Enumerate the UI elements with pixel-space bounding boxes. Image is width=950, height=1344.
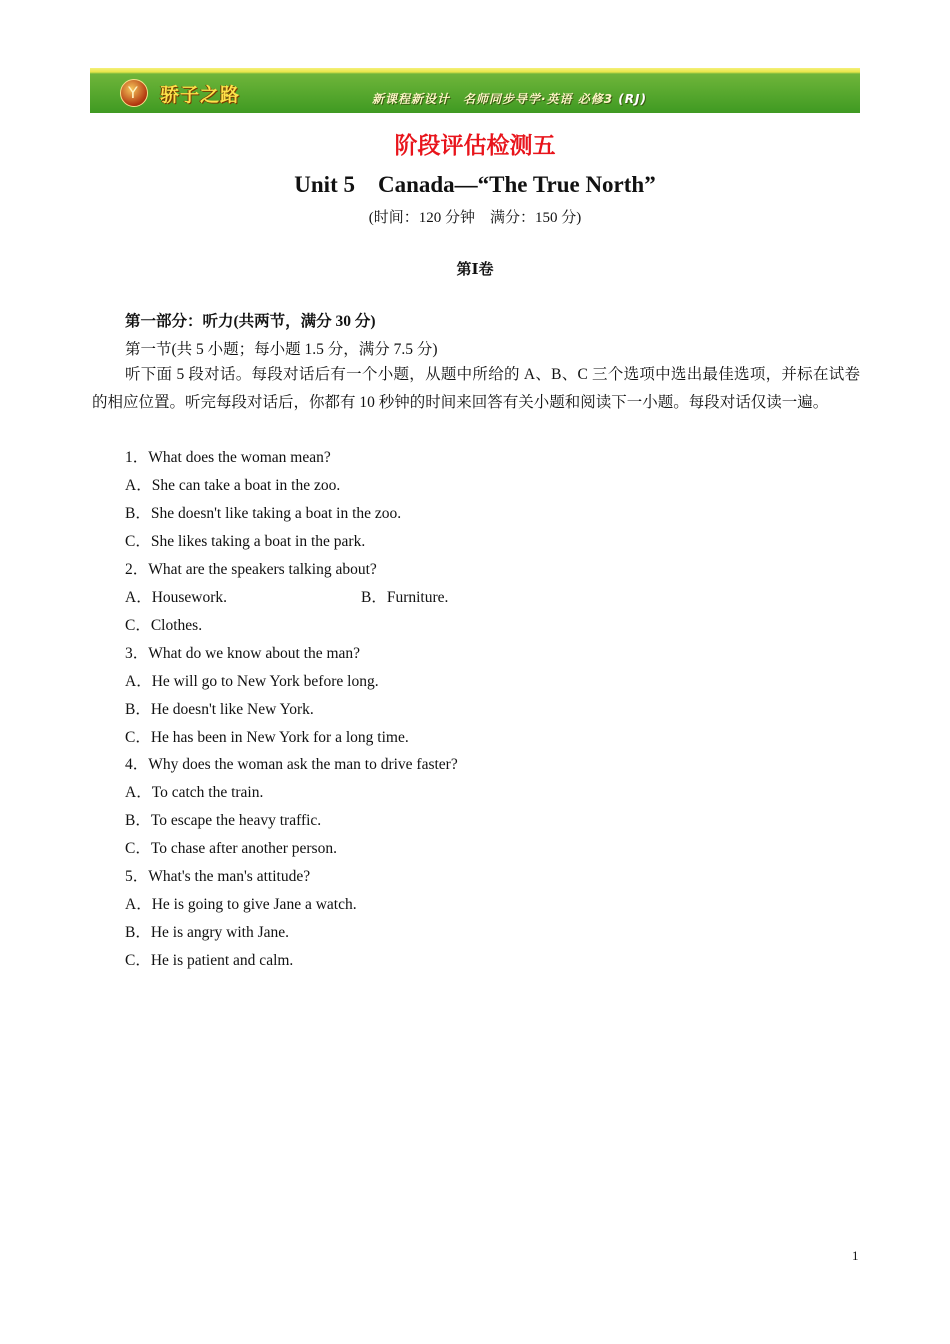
edition-text: (RJ): [618, 92, 647, 106]
question-option: B．She doesn't like taking a boat in the zoo.: [125, 505, 402, 522]
question-stem: 1．What does the woman mean?: [125, 449, 331, 466]
slogan-text: 新课程新设计 名师同步导学·英语 必修3: [372, 92, 614, 106]
question-stem: 3．What do we know about the man?: [125, 645, 361, 662]
question-option: C．He is patient and calm.: [125, 952, 294, 969]
logo-icon: Y: [120, 79, 148, 107]
page-title-chinese: 阶段评估检测五: [394, 133, 556, 159]
question-option: A．He will go to New York before long.: [125, 673, 379, 690]
part-heading: 第一部分：听力(共两节，满分 30 分): [125, 313, 376, 330]
question-option: C．To chase after another person.: [125, 840, 337, 857]
question-option: C．Clothes.: [125, 617, 203, 634]
instructions-paragraph: 听下面 5 段对话。每段对话后有一个小题，从题中所给的 A、B、C 三个选项中选出最佳选项，并标在试卷的相应位置。听完每段对话后，你都有 10 秒钟的时间来回答有关小题和阅读下一小题。每段对话仅读一遍。: [92, 366, 860, 411]
question-stem: 2．What are the speakers talking about?: [125, 561, 377, 578]
question-option: B．He is angry with Jane.: [125, 924, 290, 941]
header-slogan: [372, 90, 647, 107]
question-stem: 5．What's the man's attitude?: [125, 868, 311, 885]
subsection-heading: 第一节(共 5 小题；每小题 1.5 分，满分 7.5 分): [125, 341, 438, 358]
section-label: 第Ⅰ卷: [456, 262, 494, 278]
question-option: B．Furniture.: [361, 589, 449, 606]
question-option: A．To catch the train.: [125, 784, 264, 801]
header-banner: [90, 68, 860, 113]
question-stem: 4．Why does the woman ask the man to drive faster?: [125, 756, 458, 773]
question-option: B．He doesn't like New York.: [125, 701, 314, 718]
question-option: C．He has been in New York for a long time.: [125, 729, 409, 746]
question-option: B．To escape the heavy traffic.: [125, 812, 322, 829]
page-title-english: Unit 5 Canada—“The True North”: [294, 172, 656, 197]
question-option: A．Housework.: [125, 589, 228, 606]
question-option: A．She can take a boat in the zoo.: [125, 477, 341, 494]
brand-name: 骄子之路: [160, 84, 241, 106]
question-option: A．He is going to give Jane a watch.: [125, 896, 357, 913]
time-score-info: (时间：120 分钟 满分：150 分): [368, 210, 582, 226]
page-number: 1: [852, 1248, 859, 1263]
question-option: C．She likes taking a boat in the park.: [125, 533, 366, 550]
